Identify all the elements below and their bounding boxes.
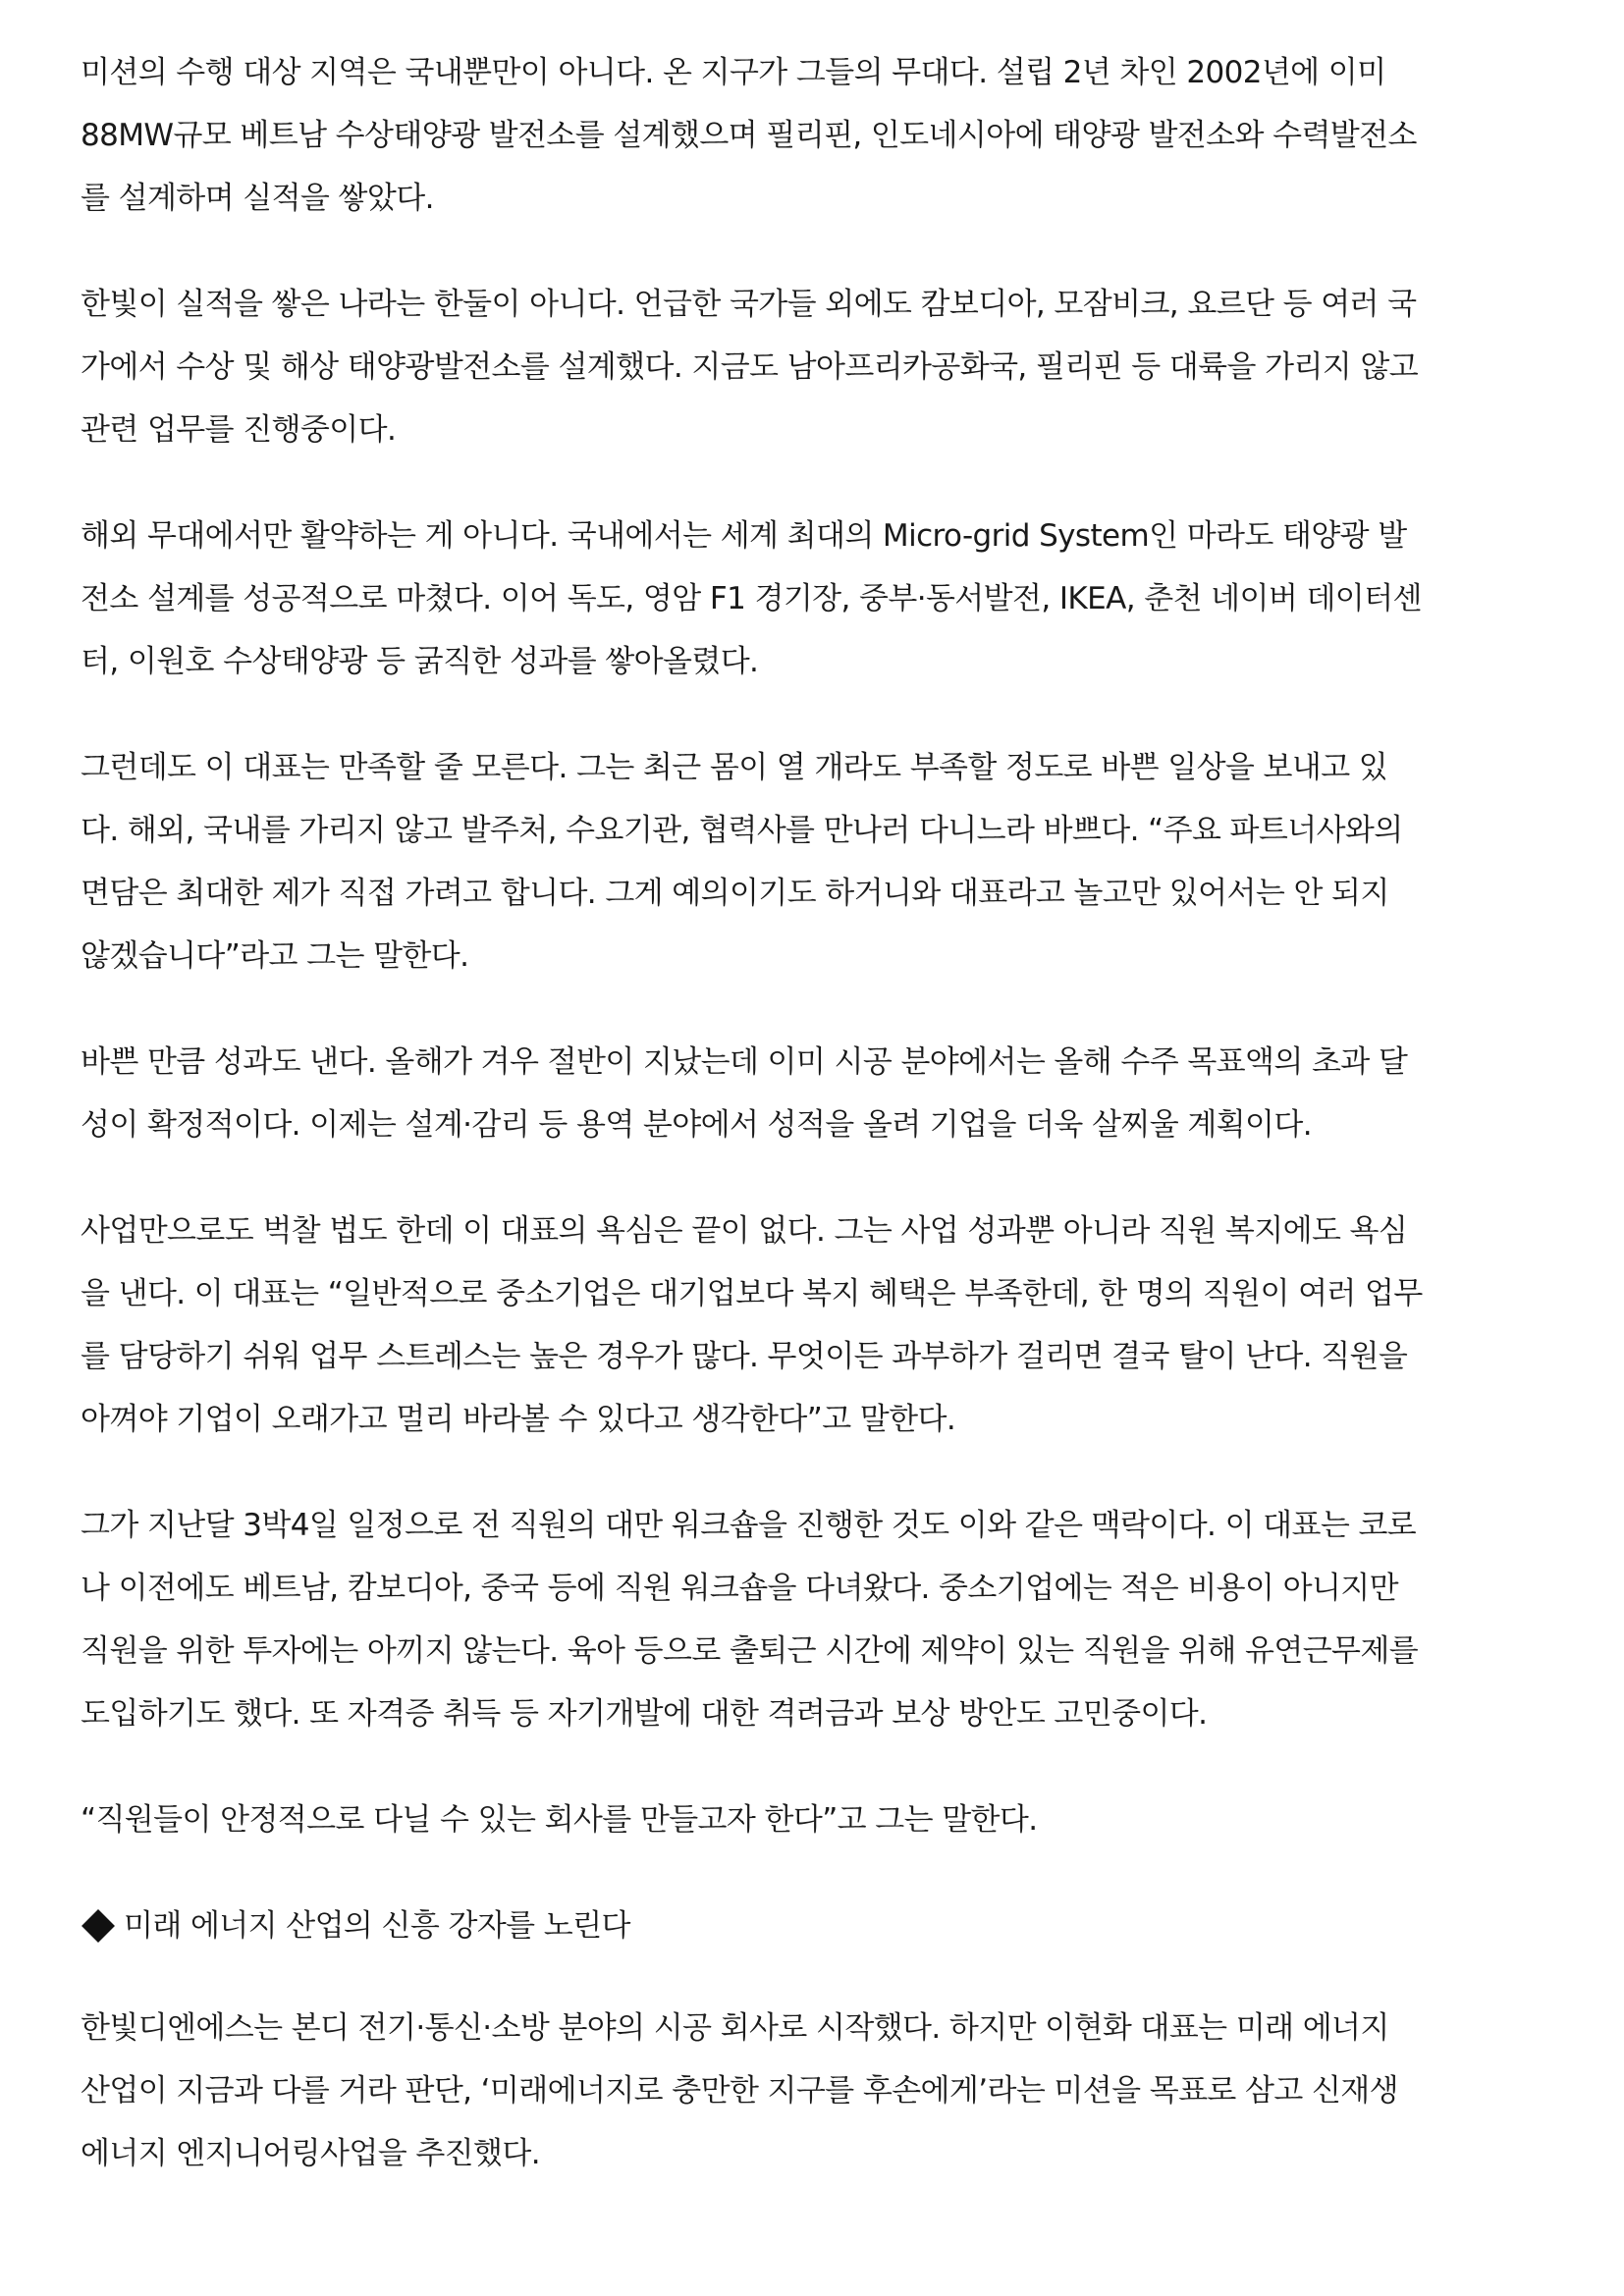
text-line: 않겠습니다”라고 그는 말한다. (81, 938, 469, 974)
paragraph-quote (81, 1789, 1553, 1851)
text-line: 한빛이 실적을 쌓은 나라는 한둘이 아니다. 언급한 국가들 외에도 캄보디아, 모잠비크, 요르단 등 여러 국 (81, 287, 1417, 322)
paragraph-overseas-record (81, 273, 1553, 461)
text-line: 바쁜 만큼 성과도 낸다. 올해가 겨우 절반이 지났는데 이미 시공 분야에서는 올해 수주 목표액의 초과 달 (81, 1044, 1408, 1080)
text-line: 산업이 지금과 다를 거라 판단, ‘미래에너지로 충만한 지구를 후손에게’라는 미션을 목표로 삼고 신재생 (81, 2073, 1398, 2109)
diamond-bullet-icon (81, 1909, 115, 1943)
text-line: 사업만으로도 벅찰 법도 한데 이 대표의 욕심은 끝이 없다. 그는 사업 성과뿐 아니라 직원 복지에도 욕심 (81, 1213, 1408, 1249)
text-line: 전소 설계를 성공적으로 마쳤다. 이어 독도, 영암 F1 경기장, 중부·동서발전, IKEA, 춘천 네이버 데이터센 (81, 581, 1422, 616)
text-line: 88MW규모 베트남 수상태양광 발전소를 설계했으며 필리핀, 인도네시아에 태양광 발전소와 수력발전소 (81, 118, 1417, 153)
text-line: 관련 업무를 진행중이다. (81, 412, 397, 448)
text-line: 가에서 수상 및 해상 태양광발전소를 설계했다. 지금도 남아프리카공화국, 필리핀 등 대륙을 가리지 않고 (81, 349, 1419, 385)
text-line: 그런데도 이 대표는 만족할 줄 모른다. 그는 최근 몸이 열 개라도 부족할 정도로 바쁜 일상을 보내고 있 (81, 750, 1388, 785)
text-line: 성이 확정적이다. 이제는 설계·감리 등 용역 분야에서 성적을 올려 기업을 더욱 살찌울 계획이다. (81, 1107, 1312, 1143)
paragraph-results (81, 1031, 1553, 1156)
text-line: 면담은 최대한 제가 직접 가려고 합니다. 그게 예의이기도 하거니와 대표라고 놀고만 있어서는 안 되지 (81, 876, 1389, 911)
article-body (81, 41, 1553, 2228)
paragraph-employee-welfare (81, 1200, 1553, 1451)
text-line: 을 낸다. 이 대표는 “일반적으로 중소기업은 대기업보다 복지 혜택은 부족한데, 한 명의 직원이 여러 업무 (81, 1276, 1423, 1311)
text-line: 나 이전에도 베트남, 캄보디아, 중국 등에 직원 워크숍을 다녀왔다. 중소기업에는 적은 비용이 아니지만 (81, 1571, 1398, 1606)
paragraph-mission-scope (81, 41, 1553, 230)
text-line: 에너지 엔지니어링사업을 추진했다. (81, 2136, 540, 2171)
text-line: 해외 무대에서만 활약하는 게 아니다. 국내에서는 세계 최대의 Micro-grid System인 마라도 태양광 발 (81, 518, 1407, 554)
text-line: 아껴야 기업이 오래가고 멀리 바라볼 수 있다고 생각한다”고 말한다. (81, 1402, 956, 1437)
text-line: “직원들이 안정적으로 다닐 수 있는 회사를 만들고자 한다”고 그는 말한다. (81, 1802, 1038, 1838)
section-heading (81, 1895, 1553, 1957)
text-line: 직원을 위한 투자에는 아끼지 않는다. 육아 등으로 출퇴근 시간에 제약이 있는 직원을 위해 유연근무제를 (81, 1633, 1419, 1669)
paragraph-busy-ceo (81, 736, 1553, 988)
section-heading-text: 미래 에너지 산업의 신흥 강자를 노린다 (124, 1908, 630, 1944)
text-line: 를 설계하며 실적을 쌓았다. (81, 181, 434, 216)
text-line: 도입하기도 했다. 또 자격증 취득 등 자기개발에 대한 격려금과 보상 방안도 고민중이다. (81, 1696, 1208, 1732)
paragraph-company-origin (81, 1997, 1553, 2185)
paragraph-domestic-record (81, 505, 1553, 693)
text-line: 미션의 수행 대상 지역은 국내뿐만이 아니다. 온 지구가 그들의 무대다. 설립 2년 차인 2002년에 이미 (81, 55, 1386, 90)
text-line: 다. 해외, 국내를 가리지 않고 발주처, 수요기관, 협력사를 만나러 다니느라 바쁘다. “주요 파트너사와의 (81, 813, 1403, 848)
text-line: 그가 지난달 3박4일 일정으로 전 직원의 대만 워크숍을 진행한 것도 이와 같은 맥락이다. 이 대표는 코로 (81, 1508, 1417, 1543)
text-line: 를 담당하기 쉬워 업무 스트레스는 높은 경우가 많다. 무엇이든 과부하가 걸리면 결국 탈이 난다. 직원을 (81, 1339, 1408, 1374)
text-line: 터, 이원호 수상태양광 등 굵직한 성과를 쌓아올렸다. (81, 644, 759, 679)
paragraph-workshop (81, 1494, 1553, 1745)
text-line: 한빛디엔에스는 본디 전기·통신·소방 분야의 시공 회사로 시작했다. 하지만 이현화 대표는 미래 에너지 (81, 2010, 1389, 2046)
